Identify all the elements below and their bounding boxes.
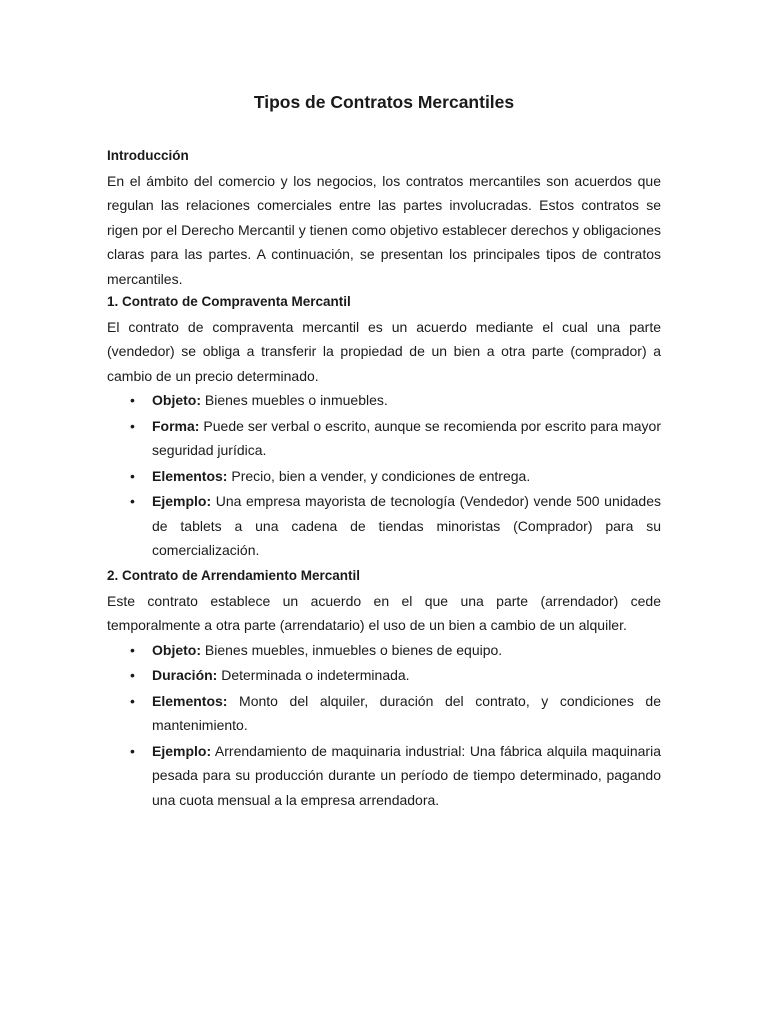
bullet-icon: • (130, 641, 135, 658)
section-paragraph: Este contrato establece un acuerdo en el que una parte (arrendador) cede temporalmente a otra parte (arrendatario) el uso de un bien a cambio de un alquiler. (107, 592, 661, 633)
section-heading: 1. Contrato de Compraventa Mercantil (107, 294, 351, 309)
bullet-icon: • (130, 417, 135, 434)
item-text: Arrendamiento de maquinaria industrial: Una fábrica alquila maquinaria pesada para su producción durante un período de tiempo determinado, pagando una cuota mensual a la empresa arrendadora. (152, 742, 661, 808)
section-heading: 2. Contrato de Arrendamiento Mercantil (107, 568, 361, 583)
section-compraventa (107, 290, 661, 564)
item-text: Una empresa mayorista de tecnología (Vendedor) vende 500 unidades de tablets a una cadena de tiendas minoristas (Comprador) para su comercialización. (152, 493, 661, 558)
item-text: Precio, bien a vender, y condiciones de entrega. (227, 467, 531, 484)
section-list (107, 638, 661, 813)
item-text: Monto del alquiler, duración del contrato, y condiciones de mantenimiento. (152, 692, 661, 733)
bullet-icon: • (130, 667, 135, 683)
item-label: Forma: (152, 417, 200, 434)
list-item (107, 689, 661, 738)
item-label: Elementos: (152, 467, 228, 484)
bullet-icon: • (130, 493, 135, 509)
intro-paragraph: En el ámbito del comercio y los negocios, los contratos mercantiles son acuerdos que regulan las relaciones comerciales entre las partes involucradas. Estos contratos se rigen por el Derecho Mercantil y tienen como objetivo establecer derechos y obligaciones claras para las partes. A continuación, se presentan los principales tipos de contratos mercantiles. (107, 172, 661, 287)
item-label: Objeto: (152, 392, 201, 408)
list-item (107, 489, 661, 563)
item-label: Duración: (152, 667, 218, 683)
section-list (107, 388, 661, 563)
item-text: Bienes muebles o inmuebles. (201, 392, 388, 408)
item-text: Puede ser verbal o escrito, aunque se recomienda por escrito para mayor seguridad jurídica. (152, 417, 661, 458)
list-item (107, 388, 661, 413)
list-item (107, 739, 661, 813)
bullet-icon: • (130, 467, 135, 484)
list-item (107, 663, 661, 688)
bullet-icon: • (130, 392, 135, 408)
intro-section (107, 144, 661, 291)
section-paragraph: El contrato de compraventa mercantil es un acuerdo mediante el cual una parte (vendedor) se obliga a transferir la propiedad de un bien a otra parte (comprador) a cambio de un precio determinado. (107, 318, 661, 384)
list-item (107, 464, 661, 489)
section-arrendamiento (107, 564, 661, 813)
item-label: Ejemplo: (152, 493, 212, 509)
bullet-icon: • (130, 742, 135, 759)
item-label: Ejemplo: (152, 742, 212, 759)
document-title: Tipos de Contratos Mercantiles (253, 92, 515, 112)
list-item (107, 638, 661, 663)
list-item (107, 414, 661, 463)
item-text: Bienes muebles, inmuebles o bienes de equipo. (201, 641, 503, 658)
item-text: Determinada o indeterminada. (217, 667, 410, 683)
bullet-icon: • (130, 692, 135, 709)
intro-heading: Introducción (107, 148, 189, 163)
item-label: Elementos: (152, 692, 228, 709)
item-label: Objeto: (152, 641, 201, 658)
